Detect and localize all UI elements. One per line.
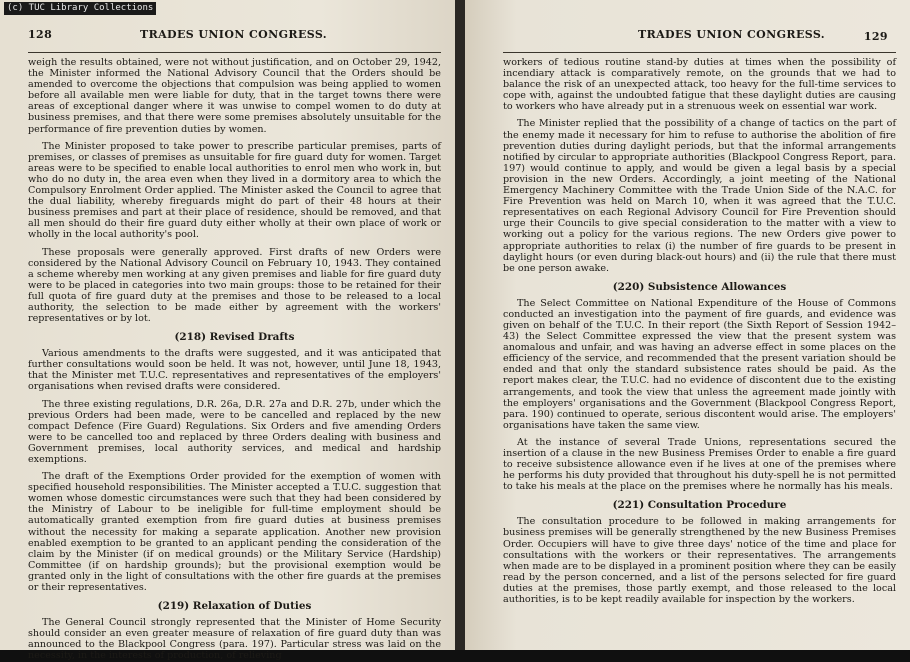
body-paragraph: At the instance of several Trade Unions, representations secured the insertion of a clause in the new Business Premises Order to enable a fire guard to receive subsistence allowance even if he lives at one of the premises where he performs his duty provided that throughout his duty-spell he is not permitted to take his meals at the place on the premises where he normally has his meals. xyxy=(503,436,896,493)
left-page-number: 128 xyxy=(28,28,53,41)
left-page-body xyxy=(28,57,441,662)
left-running-title: TRADES UNION CONGRESS. xyxy=(140,28,328,41)
body-paragraph: The draft of the Exemptions Order provided for the exemption of women with specified household responsibilities. The Minister accepted a T.U.C. suggestion that women whose domestic circumstances were such that they had been considered by the Ministry of Labour to be ineligible for full-time employment should be automatically granted exemption from fire guard duties at business premises without the necessity for making a separate application. Another new provision enabled exemption to be granted to an applicant pending the consideration of the claim by the Minister (if on medical grounds) or the Military Service (Hardship) Committee (if on hardship grounds); but the provisional exemption would be granted only in the light of consultations with the other fire guards at the premises or their representatives. xyxy=(28,471,441,594)
body-paragraph: The three existing regulations, D.R. 26a, D.R. 27a and D.R. 27b, under which the previous Orders had been made, were to be cancelled and replaced by the new compact Defence (Fire Guard) Regulations. Six Orders and five amending Orders were to be cancelled too and replaced by three Orders dealing with business and Government premises, local authority services, and medical and hardship exemptions. xyxy=(28,398,441,465)
book-gutter xyxy=(455,0,465,650)
right-page xyxy=(463,0,910,650)
section-heading: (219) Relaxation of Duties xyxy=(157,600,312,613)
watermark-label: (c) TUC Library Collections xyxy=(4,2,156,15)
body-paragraph: workers of tedious routine stand-by duties at times when the possibility of incendiary attack is comparatively remote, on the grounds that we had to balance the risk of an unexpected attack, too heavy for the full-time services to cope with, against the undoubted fatigue that these daylight duties are causing to workers who have already put in a strenuous week on essential war work. xyxy=(503,57,896,113)
left-running-head xyxy=(28,28,441,44)
body-paragraph: The Minister replied that the possibility of a change of tactics on the part of the enemy made it necessary for him to refuse to authorise the abolition of fire prevention duties during daylight periods, but that the informal arrangements notified by circular to appropriate authorities (Blackpool Congress Report, para. 197) would continue to apply, and would be given a legal basis by a special provision in the new Orders. Accordingly, a joint meeting of the National Emergency Machinery Committee with the Trade Union Side of the N.A.C. for Fire Prevention was held on March 10, when it was agreed that the T.U.C. representatives on each Regional Advisory Council for Fire Prevention should urge their Councils to give special consideration to the matter with a view to working out a policy for the various regions. The new Orders give power to appropriate authorities to relax (i) the number of fire guards to be present in daylight hours (or even during black-out hours) and (ii) the rule that there must be one person awake. xyxy=(503,118,896,274)
body-paragraph: The Minister proposed to take power to prescribe particular premises, parts of premises, or classes of premises as unsuitable for fire guard duty for women. Target areas were to be specified to enable local authorities to enrol men who work in, but who do no duty in, the area even when they lived in a dormitory area to which the Compulsory Enrolment Order applied. The Minister asked the Council to agree that the dual liability, whereby fireguards might do part of their 48 hours at their business premises and part at their place of residence, should be removed, and that all men should do their fire guard duty either wholly at their own place of work or wholly in the local authority's pool. xyxy=(28,140,441,241)
body-paragraph: These proposals were generally approved. First drafts of new Orders were considered by the National Advisory Council on February 10, 1943. They contained a scheme whereby men working at any given premises and liable for fire guard duty were to be placed in categories into two main groups: those to be retained for their full quota of fire guard duty at the premises and those to be released to a local authority, the selection to be made either by agreement with the workers' representatives or by lot. xyxy=(28,246,441,325)
right-running-title: TRADES UNION CONGRESS. xyxy=(638,28,826,41)
body-paragraph: The Select Committee on National Expenditure of the House of Commons conducted an investigation into the payment of fire guards, and evidence was given on behalf of the T.U.C. In their report (the Sixth Report of Session 1942–43) the Select Committee expressed the view that the present system was anomalous and unfair, and was having an adverse effect in some places on the efficiency of the service, and recommended that the present variation should be ended and that only the standard subsistence rates should be paid. As the report makes clear, the T.U.C. had no evidence of discontent due to the existing arrangements, and took the view that unless the agreement made jointly with the employers' organisations and the Government (Blackpool Congress Report, para. 190) continued to operate, serious discontent would arise. The employers' organisations have taken the same view. xyxy=(503,297,896,431)
section-heading: (221) Consultation Procedure xyxy=(612,499,787,512)
body-paragraph: Various amendments to the drafts were suggested, and it was anticipated that further consultations would soon be held. It was not, however, until June 18, 1943, that the Minister met T.U.C. representatives and representatives of the employers' organisations when revised drafts were considered. xyxy=(28,348,441,393)
body-paragraph: weigh the results obtained, were not without justification, and on October 29, 1942, the Minister informed the National Advisory Council that the Orders should be amended to overcome the objections that compulsion was being applied to women before all available men were liable for duty, that in the target towns there were areas of exceptional danger where it was unwise to compel women to do duty at business premises, and that there were some premises absolutely unsuitable for the performance of fire prevention duties by women. xyxy=(28,57,441,135)
body-paragraph: The consultation procedure to be followed in making arrangements for business premises will be generally strengthened by the new Business Premises Order. Occupiers will have to give three days' notice of the time and place for consultations with the workers or their representatives. The arrangements when made are to be displayed in a prominent position where they can be easily read by the person concerned, and a list of the persons selected for fire guard duties at the premises, those partly exempt, and those released to the local authorities, is to be kept readily available for inspection by the workers. xyxy=(503,516,896,606)
right-header-rule xyxy=(503,52,896,53)
section-heading: (220) Subsistence Allowances xyxy=(612,280,787,293)
left-header-rule xyxy=(28,52,441,53)
right-page-body xyxy=(503,57,896,605)
right-page-number: 129 xyxy=(863,30,888,43)
body-paragraph: The General Council strongly represented that the Minister of Home Security should consider an even greater measure of relaxation of fire guard duty than was announced to the Blackpool Congress (para. 197). Particular stress was laid on the necessity, in the interests of production, of relieving xyxy=(28,617,441,662)
section-heading: (218) Revised Drafts xyxy=(174,331,295,344)
right-running-head xyxy=(503,28,896,44)
